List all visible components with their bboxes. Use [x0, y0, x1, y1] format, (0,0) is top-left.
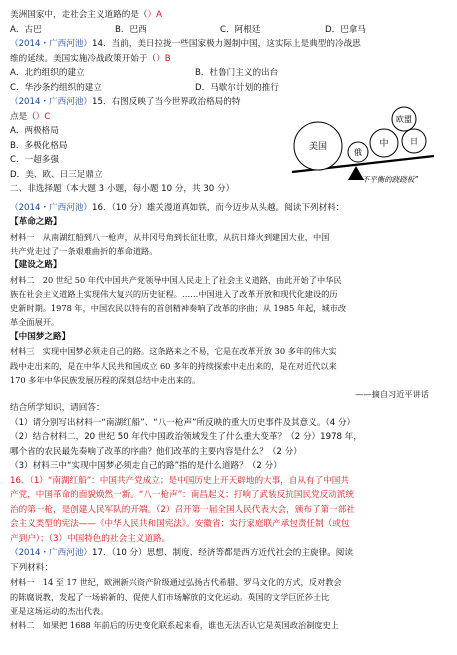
q16-answer-line2: 产党，中国革命的面貌焕然一新。“八一枪声”：南昌起义；打响了武装反抗国民党反动派统 — [10, 490, 355, 501]
q14-option-d: D．马歇尔计划的推行 — [195, 82, 279, 93]
q17-stem-2: 下列材料： — [10, 562, 53, 573]
q16-material2-line1: 材料二 20 世纪 50 年代中国共产党领导中国人民走上了社会主义道路，由此开始了中华民 — [10, 274, 342, 285]
q15-option-c: C．一超多强 — [10, 155, 59, 165]
section-2-heading: 二、非选择题（本大题 3 小题，每小题 10 分，共 30 分） — [10, 184, 235, 194]
q15-option-d: D．美、欧、日三足鼎立 — [10, 169, 103, 180]
q16-material3-line3: 170 多年中华民族发展历程的深刻总结中走出来的。 — [10, 374, 201, 385]
q17-material1-line3: 亚是这场运动的杰出代表。 — [10, 606, 109, 617]
q16-material2-line3: 史新时期。1978 年，中国农民以特有的首创精神奏响了改革的序曲；从 1985 年起，城市改 — [10, 303, 347, 314]
q16-source: （2014・广西河池） — [10, 202, 93, 213]
q13-option-c: C．阿根廷 — [220, 24, 261, 35]
japan-label: 日 — [410, 137, 418, 146]
q14-stem-1: （2014・广西河池）14．当前，美日拉拢一些国家极力遏制中国，这实际上是典型的冷战思 — [10, 39, 361, 49]
q16-material2-line4: 革全面展开。 — [10, 317, 60, 328]
q14-option-a: A．北约组织的建立 — [10, 68, 85, 78]
q16-answer-line1: 16．（1）“南湖红船”：中国共产党成立；是中国历史上开天辟地的大事，自从有了中国共 — [10, 475, 349, 486]
q16-material1-line2: 共产党走过了一条艰难曲折的革命道路。 — [10, 245, 158, 256]
usa-label: 美国 — [308, 142, 328, 152]
q17-source: （2014・广西河池） — [10, 548, 93, 559]
china-label: 中 — [379, 139, 389, 149]
q16-heading-construction: 【建设之路】 — [10, 260, 62, 271]
q14-options-row2 — [10, 81, 445, 96]
q15-source: （2014・广西河池） — [10, 97, 93, 107]
q14-stem-2: 维的延续。美国实施冷战政策开始于（）B — [10, 53, 171, 64]
q16-answer-line5: 产到户）；（3）中国特色的社会主义道路。 — [10, 533, 171, 544]
q13-answer: ）A — [147, 10, 162, 20]
q16-quote-source: ——摘自习近平讲话 — [355, 389, 429, 400]
q14-option-b: B．杜鲁门主义的出台 — [195, 68, 279, 78]
q16-question-2a: （2）结合材料二，20 世纪 50 年代中国政治领域发生了什么重大变革？（2 分）1978 年， — [10, 432, 362, 443]
q16-prompt: 结合所学知识，请回答： — [10, 403, 105, 414]
q16-answer-line4: 会主义类型的宪法——《中华人民共和国宪法》。安徽省；实行家庭联产承包责任制（或包 — [10, 519, 350, 530]
q16-question-1: （1）请分别写出材料一“南湖红船”、“八一枪声”所反映的重大历史事件及其意义。（4 分） — [10, 417, 356, 428]
q16-material3-line2: 践中走出来的，是在中华人民共和国成立 60 多年的持续探索中走出来的，是在对近代以来 — [10, 360, 337, 371]
q14-options-row1 — [10, 66, 445, 81]
q17-material1-line2: 的陈腐说教，发起了一场崭新的、促使人们市场解放的文化运动。英国的文学巨匠莎士比 — [10, 591, 330, 602]
q13-option-d: D．巴拿马 — [325, 24, 366, 35]
q15-stem-2: 点是（）C — [10, 111, 51, 122]
q17-material2-line1: 材料二 如果把 1688 年前后的历史变化联系起来看，谁也无法否认它是英国政治制度史上 — [10, 620, 339, 631]
q16-material2-line2: 族在社会主义道路上实现伟大复兴的历史征程。……中国进入了改革开放和现代化建设的历 — [10, 288, 338, 299]
q14-source: （2014・广西河池） — [10, 39, 93, 49]
q16-answer-line3: 治的第一枪，是创建人民军队的开端。（2）召开第一届全国人民代表大会，颁布了第一部社 — [10, 504, 355, 515]
q15-option-a: A．两极格局 — [10, 126, 59, 136]
eu-label: 欧盟 — [396, 115, 412, 124]
figure-caption: “不平衡的跷跷板” — [357, 175, 419, 184]
q16-question-3: （3）材料三中“实现中国梦必须走自己的路”指的是什么道路？（2 分） — [10, 461, 282, 472]
russia-label: 俄 — [354, 148, 362, 157]
q13-option-b: B．巴西 — [115, 24, 147, 35]
q14-option-c: C．华沙条约组织的建立 — [10, 82, 102, 93]
q15-answer: ）C — [35, 111, 51, 122]
q16-material3-line1: 材料三 实现中国梦必须走自己的路。这条路来之不易，它是在改革开放 30 多年的伟大实 — [10, 346, 337, 357]
seesaw-figure — [288, 106, 438, 196]
q17-material1-line1: 材料一 14 至 17 世纪，欧洲新兴资产阶级通过弘扬古代希腊、罗马文化的方式，反对教会 — [10, 577, 342, 588]
q16-heading-revolution: 【革命之路】 — [10, 217, 62, 227]
q13-option-a: A．古巴 — [10, 24, 42, 35]
q16-material1-line1: 材料一 从南湖红船到八一枪声，从井冈号角到长征壮歌，从抗日烽火到建国大业，中国 — [10, 231, 330, 242]
q15-option-b: B．多极化格局 — [10, 140, 68, 151]
q13-options — [10, 23, 445, 38]
q13-stem: 美洲国家中，走社会主义道路的是（）A — [10, 10, 162, 20]
q17-stem-1: （2014・广西河池）17．（10 分）思想、制度、经济等都是西方近代社会的主旋律。阅读 — [10, 548, 353, 559]
q14-answer: ）B — [156, 53, 171, 64]
q15-stem-1: （2014・广西河池）15．右图反映了当今世界政治格局的特 — [10, 97, 241, 107]
q16-question-2b: 哪个省的农民最先奏响了改革的序曲？他们改革的主要内容是什么？（2 分） — [10, 446, 302, 457]
q16-heading-china-dream: 【中国梦之路】 — [10, 331, 71, 342]
q16-stem: （2014・广西河池）16．（10 分）雄关漫道真如铁，而今迈步从头越。阅读下列材料： — [10, 202, 345, 213]
